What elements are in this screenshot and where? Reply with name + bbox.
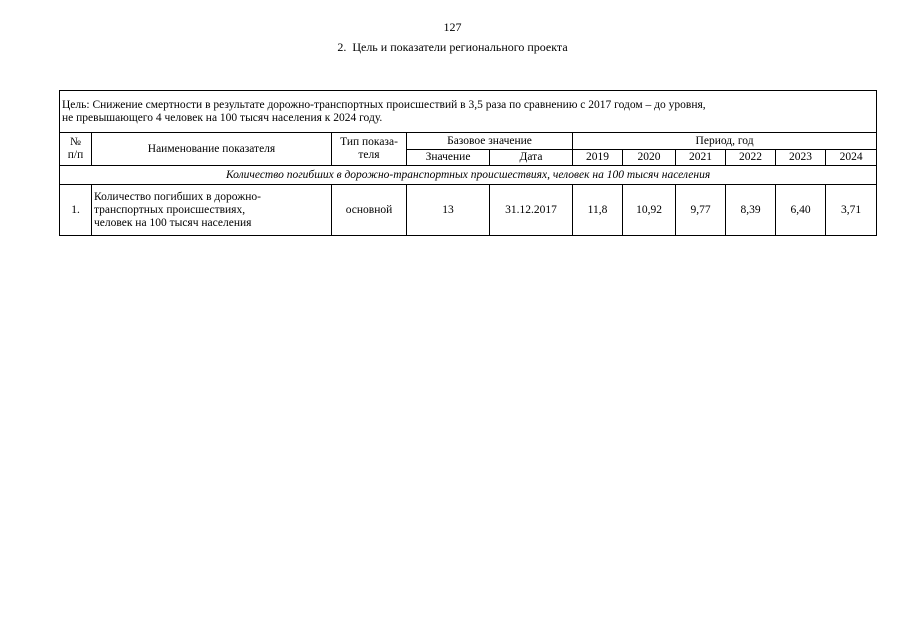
row-value-2023: 6,40 [776, 185, 826, 236]
header-type [332, 133, 407, 166]
header-base: Базовое значение [407, 133, 573, 150]
goal-cell [60, 91, 877, 133]
header-num-line-1: № [70, 136, 81, 148]
header-year-2020: 2020 [623, 150, 676, 166]
header-type-line-1: Тип показа- [340, 136, 398, 148]
row-base-value: 13 [407, 185, 490, 236]
row-name-line-3: человек на 100 тысяч населения [94, 216, 252, 229]
header-year-2024: 2024 [826, 150, 877, 166]
row-value-2024: 3,71 [826, 185, 877, 236]
goal-line-1: Цель: Снижение смертности в результате дорожно-транспортных происшествий в 3,5 раза по сравнению с 2017 годом – до уровня, [62, 98, 706, 111]
header-year-2021: 2021 [676, 150, 726, 166]
row-num: 1. [60, 185, 92, 236]
header-base-value: Значение [407, 150, 490, 166]
section-title [0, 40, 905, 55]
header-num [60, 133, 92, 166]
header-year-2023: 2023 [776, 150, 826, 166]
row-value-2020: 10,92 [623, 185, 676, 236]
header-period: Период, год [573, 133, 877, 150]
header-base-date: Дата [490, 150, 573, 166]
page-number: 127 [443, 20, 462, 34]
indicator-group-heading: Количество погибших в дорожно-транспортных происшествиях, человек на 100 тысяч населения [60, 166, 877, 185]
row-base-date: 31.12.2017 [490, 185, 573, 236]
row-value-2019: 11,8 [573, 185, 623, 236]
goal-line-2: не превышающего 4 человек на 100 тысяч населения к 2024 году. [62, 111, 383, 124]
header-name: Наименование показателя [92, 133, 332, 166]
goals-table [59, 90, 877, 236]
row-value-2021: 9,77 [676, 185, 726, 236]
row-indicator-name [92, 185, 332, 236]
header-num-line-2: п/п [67, 149, 84, 161]
header-year-2022: 2022 [726, 150, 776, 166]
section-number: 2. [337, 40, 347, 54]
row-value-2022: 8,39 [726, 185, 776, 236]
header-year-2019: 2019 [573, 150, 623, 166]
row-name-line-1: Количество погибших в дорожно- [94, 190, 261, 203]
section-title-text: Цель и показатели регионального проекта [352, 40, 568, 54]
table-row [60, 185, 877, 236]
row-name-line-2: транспортных происшествиях, [94, 203, 246, 216]
row-type: основной [332, 185, 407, 236]
header-type-line-2: теля [358, 149, 380, 161]
